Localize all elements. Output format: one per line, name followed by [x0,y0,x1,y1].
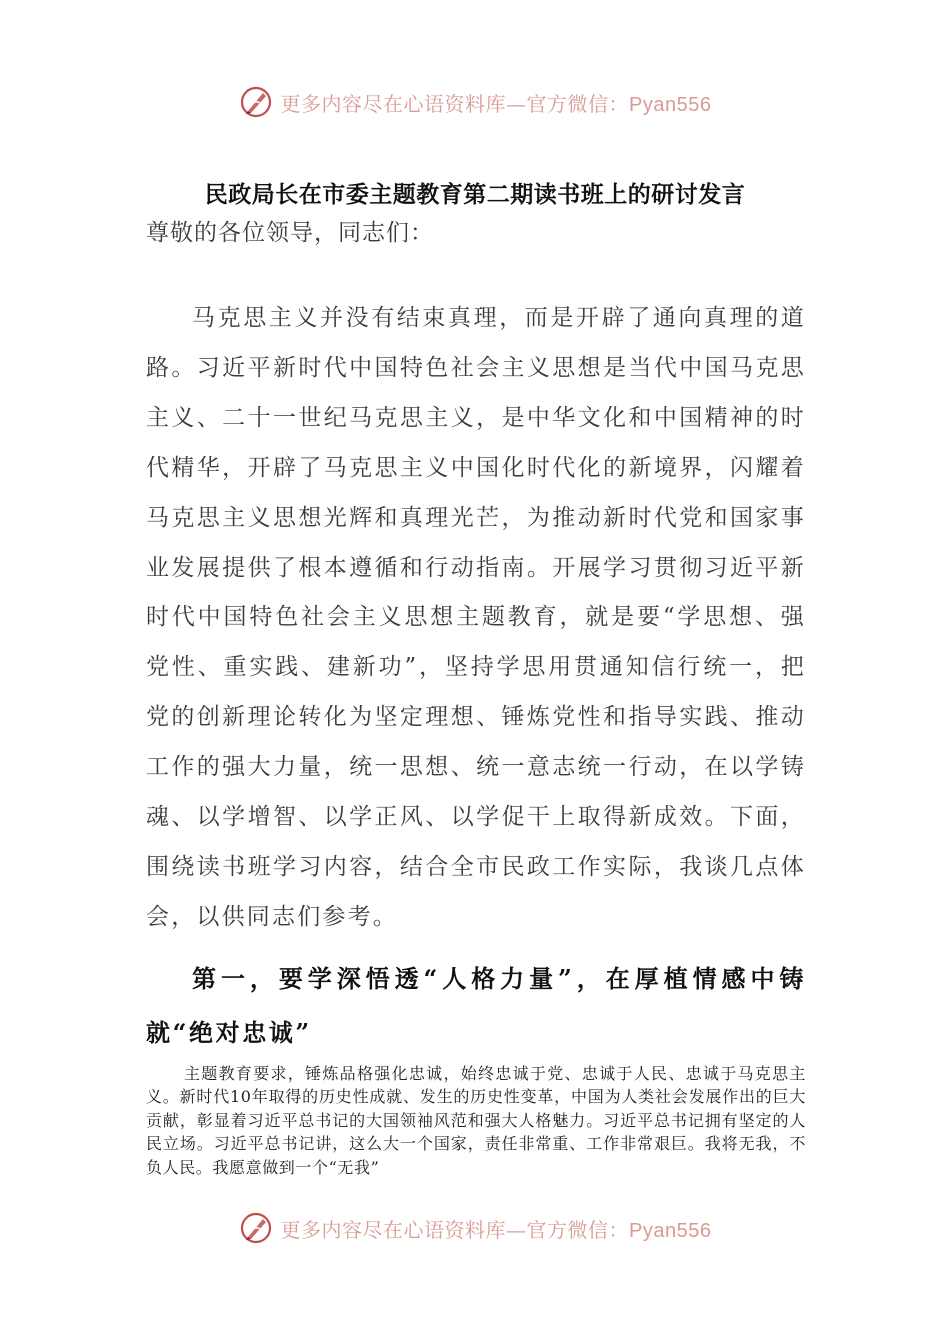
watermark-footer [0,1208,950,1248]
document-title: 民政局长在市委主题教育第二期读书班上的研讨发言 [204,181,746,208]
pen-circle-logo-icon [239,85,273,119]
salutation: 尊敬的各位领导，同志们： [146,220,434,246]
pen-circle-logo-icon [239,1211,273,1245]
watermark-handle: Pyan556 [629,1219,712,1242]
intro-paragraph: 马克思主义并没有结束真理，而是开辟了通向真理的道路。习近平新时代中国特色社会主义思想是当代中国马克思主义、二十一世纪马克思主义，是中华文化和中国精神的时代精华，开辟了马克思主义中国化时代化的新境界，闪耀着马克思主义思想光辉和真理光芒，为推动新时代党和国家事业发展提供了根本遵循和行动指南。开展学习贯彻习近平新时代中国特色社会主义思想主题教育，就是要“学思想、强党性、重实践、建新功”，坚持学思用贯通知信行统一，把党的创新理论转化为坚定理想、锤炼党性和指导实践、推动工作的强大力量，统一思想、统一意志统一行动，在以学铸魂、以学增智、以学正风、以学促干上取得新成效。下面，围绕读书班学习内容，结合全市民政工作实际，我谈几点体会，以供同志们参考。 [146,305,806,930]
section-body-paragraph: 主题教育要求，锤炼品格强化忠诚，始终忠诚于党、忠诚于人民、忠诚于马克思主义。新时代10年取得的历史性成就、发生的历史性变革，中国为人类社会发展作出的巨大贡献，彰显着习近平总书记的大国领袖风范和强大人格魅力。习近平总书记拥有坚定的人民立场。习近平总书记讲，这么大一个国家，责任非常重、工作非常艰巨。我将无我，不负人民。我愿意做到一个“无我” [146,1064,806,1177]
watermark-header [0,82,950,122]
watermark-handle: Pyan556 [629,93,712,116]
watermark-text: 更多内容尽在心语资料库—官方微信：Pyan556 [280,1217,712,1242]
section-heading: 第一，要学深悟透“人格力量”，在厚植情感中铸就“绝对忠诚” [146,964,806,1047]
watermark-text: 更多内容尽在心语资料库—官方微信：Pyan556 [280,91,712,116]
